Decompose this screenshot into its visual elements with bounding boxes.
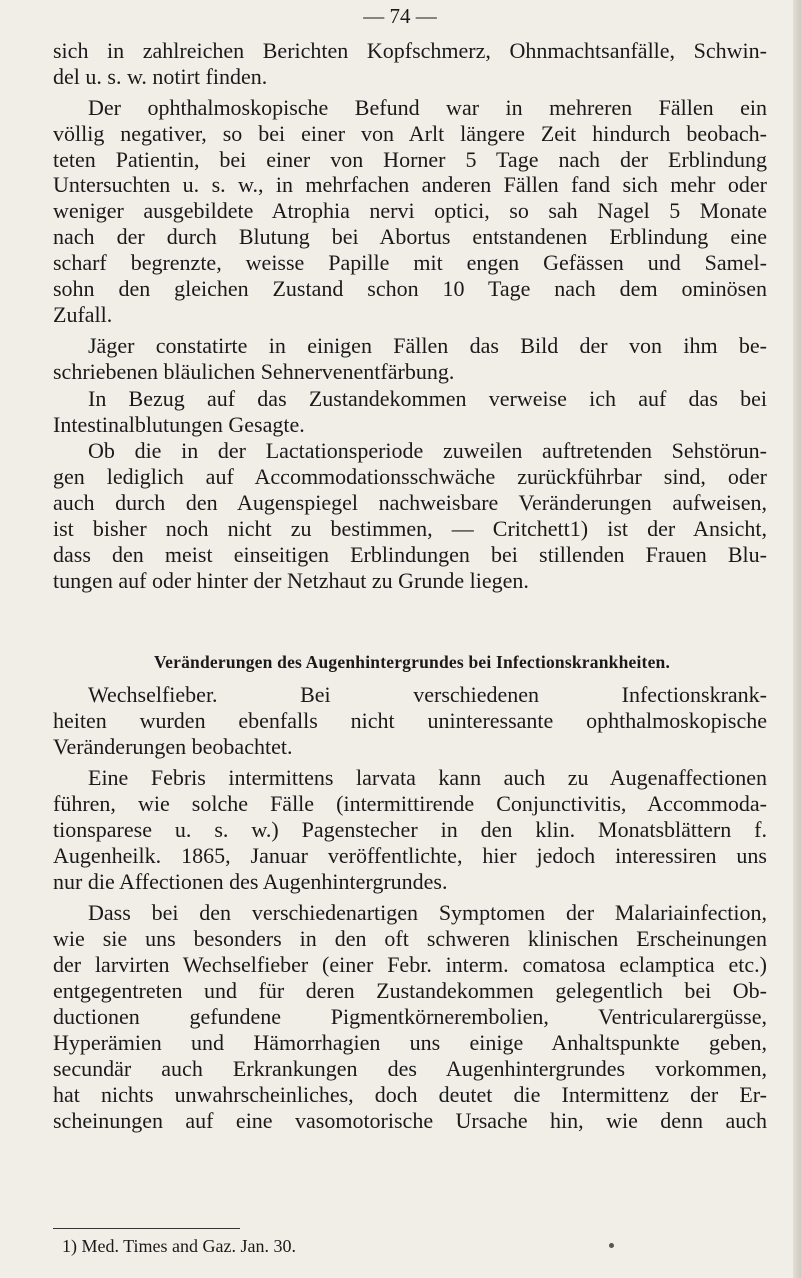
text-line: tionsparese u. s. w.) Pagenstecher in den klin. Monatsblättern f.: [53, 817, 767, 842]
text-line: Ob die in der Lactationsperiode zuweilen auftretenden Sehstörun-: [88, 438, 767, 463]
text-line: Jäger constatirte in einigen Fällen das Bild der von ihm be-: [88, 333, 767, 358]
text-line: Intestinalblutungen Gesagte.: [53, 412, 305, 437]
text-line: Augenheilk. 1865, Januar veröffentlichte, hier jedoch interessiren uns: [53, 843, 767, 868]
text-line: secundär auch Erkrankungen des Augenhintergrundes vorkommen,: [53, 1056, 767, 1081]
text-line: dass den meist einseitigen Erblindungen bei stillenden Frauen Blu-: [53, 542, 767, 567]
text-line: sich in zahlreichen Berichten Kopfschmerz, Ohnmachtsanfälle, Schwin-: [53, 38, 767, 63]
text-line: entgegentreten und für deren Zustandekommen gelegentlich bei Ob-: [53, 978, 767, 1003]
page-number: — 74 —: [363, 4, 437, 28]
text-line: ist bisher noch nicht zu bestimmen, — Critchett1) ist der Ansicht,: [53, 516, 767, 541]
footnote: 1) Med. Times and Gaz. Jan. 30.: [62, 1236, 296, 1256]
text-line: del u. s. w. notirt finden.: [53, 64, 268, 89]
text-line: gen lediglich auf Accommodationsschwäche zurückführbar sind, oder: [53, 464, 767, 489]
text-line: In Bezug auf das Zustandekommen verweise ich auf das bei: [88, 386, 767, 411]
text-line: scheinungen auf eine vasomotorische Ursache hin, wie denn auch: [53, 1108, 767, 1133]
ink-speck: [609, 1243, 614, 1248]
text-line: auch durch den Augenspiegel nachweisbare Veränderungen aufweisen,: [53, 490, 767, 515]
footnote-rule: [53, 1228, 240, 1229]
text-line: heiten wurden ebenfalls nicht uninteressante ophthalmoskopische: [53, 708, 767, 733]
text-line: weniger ausgebildete Atrophia nervi optici, so sah Nagel 5 Monate: [53, 198, 767, 223]
text-line: völlig negativer, so bei einer von Arlt längere Zeit hindurch beobach-: [53, 121, 767, 146]
text-line: tungen auf oder hinter der Netzhaut zu Grunde liegen.: [53, 568, 529, 593]
text-line: Zufall.: [53, 302, 113, 327]
text-line: wie sie uns besonders in den oft schweren klinischen Erscheinungen: [53, 926, 767, 951]
text-line: Dass bei den verschiedenartigen Symptomen der Malariainfection,: [88, 900, 767, 925]
text-line: hat nichts unwahrscheinliches, doch deutet die Intermittenz der Er-: [53, 1082, 767, 1107]
text-line: Veränderungen beobachtet.: [53, 734, 293, 759]
text-line: Hyperämien und Hämorrhagien uns einige Anhaltspunkte geben,: [53, 1030, 767, 1055]
text-line: der larvirten Wechselfieber (einer Febr. interm. comatosa eclamptica etc.): [53, 952, 767, 977]
text-line: scharf begrenzte, weisse Papille mit engen Gefässen und Samel-: [53, 250, 767, 275]
text-line: schriebenen bläulichen Sehnervenentfärbung.: [53, 359, 455, 384]
section-heading: Veränderungen des Augenhintergrundes bei Infectionskrankheiten.: [153, 652, 671, 672]
text-line: Wechselfieber. Bei verschiedenen Infectionskrank-: [88, 682, 767, 707]
text-line: ductionen gefundene Pigmentkörnerembolien, Ventricularergüsse,: [53, 1004, 767, 1029]
text-line: Eine Febris intermittens larvata kann auch zu Augenaffectionen: [88, 765, 767, 790]
text-line: sohn den gleichen Zustand schon 10 Tage nach dem ominösen: [53, 276, 767, 301]
text-line: führen, wie solche Fälle (intermittirende Conjunctivitis, Accommoda-: [53, 791, 767, 816]
text-line: nach der durch Blutung bei Abortus entstandenen Erblindung eine: [53, 224, 767, 249]
text-line: Der ophthalmoskopische Befund war in mehreren Fällen ein: [88, 95, 767, 120]
text-line: teten Patientin, bei einer von Horner 5 Tage nach der Erblindung: [53, 147, 767, 172]
text-line: nur die Affectionen des Augenhintergrundes.: [53, 869, 448, 894]
text-line: Untersuchten u. s. w., in mehrfachen anderen Fällen fand sich mehr oder: [53, 172, 767, 197]
